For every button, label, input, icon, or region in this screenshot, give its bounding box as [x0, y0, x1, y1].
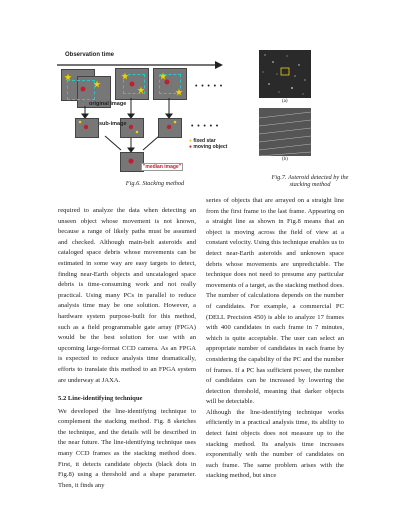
sub-image-label: sub-image: [99, 121, 127, 127]
section-heading-5-2: 5.2 Line-identifying technique: [58, 395, 143, 403]
figure-7-asteroid-photos: [259, 50, 319, 168]
asteroid-photo-b: [259, 108, 311, 156]
right-paragraph-2: Although the line-identifying technique works efficiently in a practical analysis time, its ability to detect faint objects does not measure up to the stacking method. Its analysis time increases exponentially with the number of candidates on each frame. The same problem arises with the stacking method, but since: [206, 408, 344, 480]
moving-object-marker: [128, 158, 133, 163]
asteroid-photo-a: [259, 50, 311, 98]
median-image-label: "median image": [143, 164, 182, 170]
right-column: [206, 196, 344, 482]
right-paragraph-1: series of objects that are arrayed on a straight line from the first frame to the last frame. Appearing on a straight line as shown in Fig.8 means that an object is moving across the field of view at a constant velocity. Using this technique enables us to detect near-Earth asteroids and unknown space debris whose movements are unpredictable. The technique does not need to presume any particular movements of a target, as the stacking method does. The number of calculations depends on the number of candidates. For example, a commercial PC (DELL Precision 450) is able to analyze 17 frames with 400 candidates in each frame in 7 minutes, which is quite acceptable. The user can select an appropriate number of candidates in each frame by considering the capability of the PC and the number of frames. If a PC has sufficient power, the number of candidates can be increased by lowering the detection threshold, meaning that darker objects will be detectable.: [206, 197, 344, 406]
figure6-legend: [189, 138, 227, 150]
figure-6-caption: Fig.6. Stacking method: [125, 180, 185, 187]
legend-moving-object: ● moving object: [189, 144, 228, 150]
legend-fixed-star: ● fixed star: [189, 138, 216, 144]
left-paragraph-2: We developed the line-identifying technique to complement the stacking method. Fig. 8 sketches the technique, and the details will be described in the near future. The line-identifying technique uses many CCD frames as the stacking method does. First, it detects candidate objects (black dots in Fig.8) using a threshold and a shape parameter. Then, it finds any: [58, 407, 196, 489]
left-column: [58, 206, 196, 491]
left-paragraph-1: required to analyze the data when detecting an unseen object whose movement is not known, because a range of likely paths must be assumed and checked. Although main-belt asteroids and cataloged space debris whose movements can be estimated in some way are easy targets to detect, finding near-Earth objects and uncataloged space debris is time-consuming work and not really practical. Using many PCs in parallel to reduce analysis time may be one solution. However, a hardware system purpose-built for this method, such as a field programmable gate array (FPGA) would be the best solution for use with an upcoming large-format CCD camera. As an FPGA is expected to reduce analysis time dramatically, efforts to translate this method to an FPGA system are underway at JAXA.: [58, 207, 196, 384]
figure7-label-b: (b): [282, 157, 288, 162]
original-image-label: original image: [89, 101, 127, 107]
asteroid-highlight: [281, 68, 289, 75]
streak-field-b: [259, 108, 311, 156]
ellipsis-sub-images: • • • • •: [191, 122, 220, 130]
observation-time-label: Observation time: [65, 52, 115, 58]
figure-7-caption: Fig.7. Asteroid detected by the stacking method: [271, 174, 349, 188]
ellipsis-frames: • • • • •: [195, 82, 224, 90]
figure-6-stacking-diagram: [55, 52, 245, 192]
star-field-a: [259, 50, 311, 98]
figure7-label-a: (a): [282, 99, 288, 104]
